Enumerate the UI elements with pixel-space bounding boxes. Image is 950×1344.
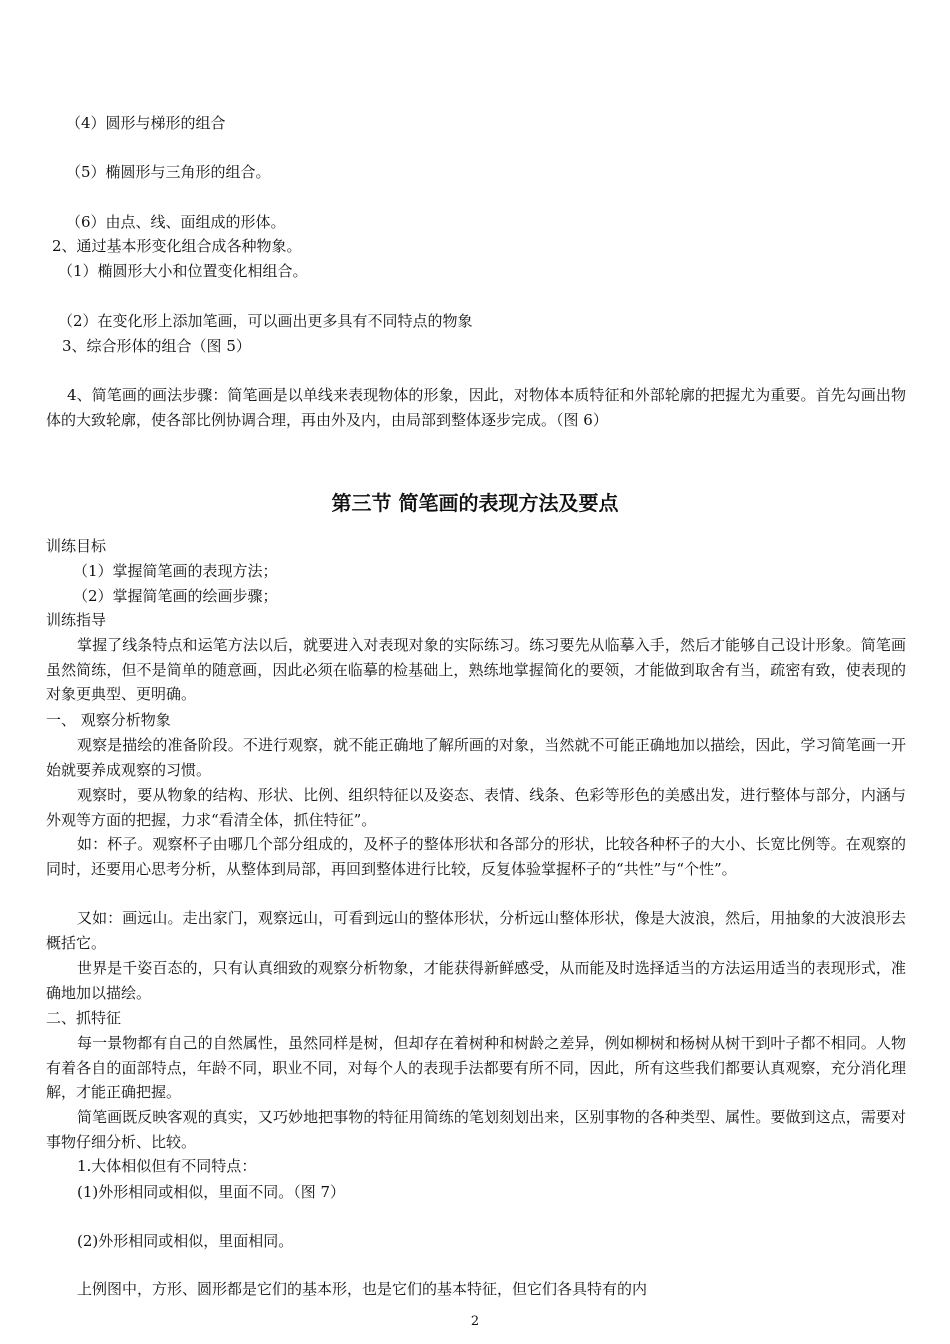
list-item-ellipse-variation: （1）椭圆形大小和位置变化相组合。 xyxy=(58,262,308,280)
subitem-outer-same-inner-different: (1)外形相同或相似，里面不同。（图 7） xyxy=(77,1183,346,1201)
goal-item-methods: （1）掌握简笔画的表现方法； xyxy=(73,562,278,580)
paragraph-drawing-steps: 4、简笔画的画法步骤：简笔画是以单线来表现物体的形象，因此，对物体本质特征和外部轮廓的把握尤为重要。首先勾画出物体的大致轮廓，使各部比例协调合理，再由外及内，由局部到整体逐步完成。（图 6） xyxy=(46,386,906,429)
paragraph-feature-analysis: 简笔画既反映客观的真实，又巧妙地把事物的特征用简练的笔划刻划出来，区别事物的各种类型、属性。要做到这点，需要对事物仔细分析、比较。 xyxy=(46,1108,906,1151)
section-title: 第三节 简笔画的表现方法及要点 xyxy=(331,491,619,515)
list-item-add-strokes: （2）在变化形上添加笔画，可以画出更多具有不同特点的物象 xyxy=(58,312,473,330)
list-item-basic-shape-combination: 2、通过基本形变化组合成各种物象。 xyxy=(52,237,302,255)
part2-title: 二、抓特征 xyxy=(46,1009,122,1027)
list-item-composite-shapes: 3、综合形体的组合（图 5） xyxy=(62,337,251,355)
subsection-similar-features: 1.大体相似但有不同特点： xyxy=(77,1157,257,1175)
goal-item-steps: （2）掌握简笔画的绘画步骤； xyxy=(73,587,278,605)
paragraph-basic-shape-note: 上例图中，方形、圆形都是它们的基本形，也是它们的基本特征，但它们各具特有的内 xyxy=(77,1280,648,1298)
paragraph-observation-method: 观察时，要从物象的结构、形状、比例、组织特征以及姿态、表情、线条、色彩等形色的美感出发，进行整体与部分，内涵与外观等方面的把握，力求“看清全体，抓住特征”。 xyxy=(46,786,906,829)
paragraph-world-observation: 世界是千姿百态的，只有认真细致的观察分析物象，才能获得新鲜感受，从而能及时选择适当的方法运用适当的表现形式，准确地加以描绘。 xyxy=(46,959,906,1002)
list-item-ellipse-triangle: （5）椭圆形与三角形的组合。 xyxy=(66,163,271,181)
training-guide-label: 训练指导 xyxy=(46,611,107,629)
paragraph-mountain-example: 又如：画远山。走出家门，观察远山，可看到远山的整体形状，分析远山整体形状，像是大波浪，然后，用抽象的大波浪形去概括它。 xyxy=(46,909,906,952)
list-item-circle-trapezoid: （4）圆形与梯形的组合 xyxy=(66,114,226,132)
paragraph-training-guide: 掌握了线条特点和运笔方法以后，就要进入对表现对象的实际练习。练习要先从临摹入手，然后才能够自己设计形象。简笔画虽然简练，但不是简单的随意画，因此必须在临摹的检基础上，熟练地掌握简化的要领，才能做到取舍有当，疏密有致，使表现的对象更典型、更明确。 xyxy=(46,636,906,703)
part1-title: 一、 观察分析物象 xyxy=(46,711,171,729)
paragraph-cup-example: 如：杯子。观察杯子由哪几个部分组成的，及杯子的整体形状和各部分的形状，比较各种杯子的大小、长宽比例等。在观察的同时，还要用心思考分析，从整体到局部，再回到整体进行比较，反复体验掌握杯子的“共性”与“个性”。 xyxy=(46,835,906,878)
paragraph-observation-stage: 观察是描绘的准备阶段。不进行观察，就不能正确地了解所画的对象，当然就不可能正确地加以描绘，因此，学习简笔画一开始就要养成观察的习惯。 xyxy=(46,736,906,779)
paragraph-natural-attributes: 每一景物都有自己的自然属性，虽然同样是树，但却存在着树种和树龄之差异，例如柳树和杨树从树干到叶子都不相同。人物有着各自的面部特点，年龄不同，职业不同，对每个人的表现手法都要有所不同，因此，所有这些我们都要认真观察，充分消化理解，才能正确把握。 xyxy=(46,1034,906,1101)
list-item-point-line-plane: （6）由点、线、面组成的形体。 xyxy=(66,213,286,231)
page-number: 2 xyxy=(470,1314,480,1329)
subitem-outer-same-inner-same: (2)外形相同或相似，里面相同。 xyxy=(77,1232,294,1250)
training-goal-label: 训练目标 xyxy=(46,537,107,555)
